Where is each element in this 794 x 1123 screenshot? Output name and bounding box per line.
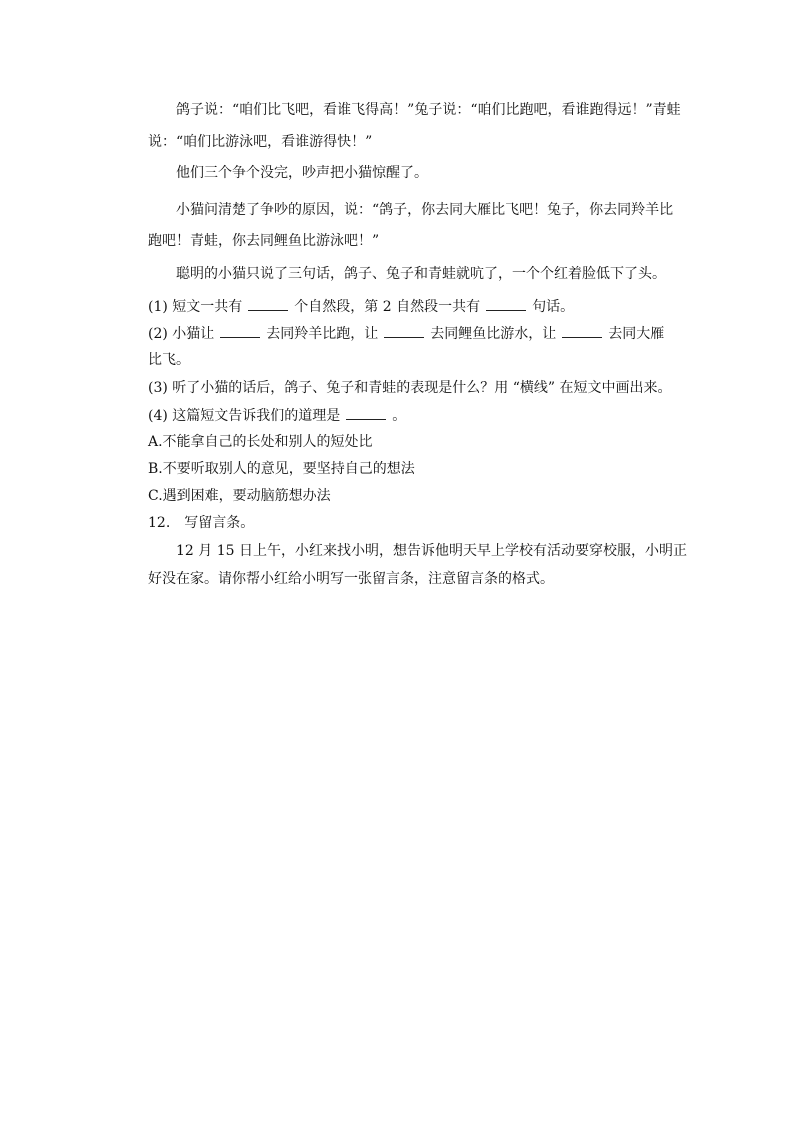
passage-paragraph-3-line-1: 小猫问清楚了争吵的原因，说：“鸽子，你去同大雁比飞吧！兔子，你去同羚羊比: [176, 202, 674, 218]
passage-paragraph-3-line-2: 跑吧！青蛙，你去同鲤鱼比游泳吧！”: [148, 233, 380, 249]
question-2-text-a: (2) 小猫让: [148, 326, 215, 342]
answer-blank[interactable]: [384, 323, 424, 338]
question-1: [148, 296, 678, 317]
answer-blank[interactable]: [346, 405, 386, 420]
task-12-line-2: 好没在家。请你帮小红给小明写一张留言条，注意留言条的格式。: [148, 571, 554, 587]
passage-paragraph-4: 聪明的小猫只说了三句话，鸽子、兔子和青蛙就吭了，一个个红着脸低下了头。: [176, 266, 666, 282]
passage-paragraph-1-line-1: 鸽子说：“咱们比飞吧，看谁飞得高！”兔子说：“咱们比跑吧，看谁跑得远！”青蛙: [176, 102, 681, 118]
answer-blank[interactable]: [562, 323, 602, 338]
question-4-text-b: 。: [392, 408, 407, 424]
question-2-line-2: 比飞。: [148, 352, 190, 368]
question-4-text-a: (4) 这篇短文告诉我们的道理是: [148, 408, 341, 424]
question-2-text-c: 去同鲤鱼比游水，让: [430, 326, 557, 342]
answer-blank[interactable]: [248, 296, 288, 311]
task-12-line-1: 12 月 15 日上午，小红来找小明，想告诉他明天早上学校有活动要穿校服，小明正: [176, 543, 687, 559]
passage-paragraph-2: 他们三个争个没完，吵声把小猫惊醒了。: [176, 165, 428, 181]
question-2-text-d: 去同大雁: [608, 326, 665, 342]
task-12-title: 12. 写留言条。: [148, 515, 255, 531]
passage-paragraph-1-line-2: 说：“咱们比游泳吧，看谁游得快！”: [148, 134, 373, 150]
question-2-text-b: 去同羚羊比跑，让: [266, 326, 379, 342]
question-2: [148, 323, 678, 344]
question-1-text-a: (1) 短文一共有: [148, 299, 243, 315]
question-3: (3) 听了小猫的话后，鸽子、兔子和青蛙的表现是什么？用 “横线” 在短文中画出来。: [148, 380, 672, 396]
question-1-text-b: 个自然段，第 2 自然段一共有: [294, 299, 481, 315]
answer-blank[interactable]: [486, 296, 526, 311]
question-4: [148, 405, 678, 426]
option-c[interactable]: C.遇到困难，要动脑筋想办法: [148, 488, 331, 504]
option-b[interactable]: B.不要听取别人的意见，要坚持自己的想法: [148, 461, 415, 477]
option-a[interactable]: A.不能拿自己的长处和别人的短处比: [148, 434, 373, 450]
question-1-text-c: 句话。: [532, 299, 575, 315]
answer-blank[interactable]: [220, 323, 260, 338]
